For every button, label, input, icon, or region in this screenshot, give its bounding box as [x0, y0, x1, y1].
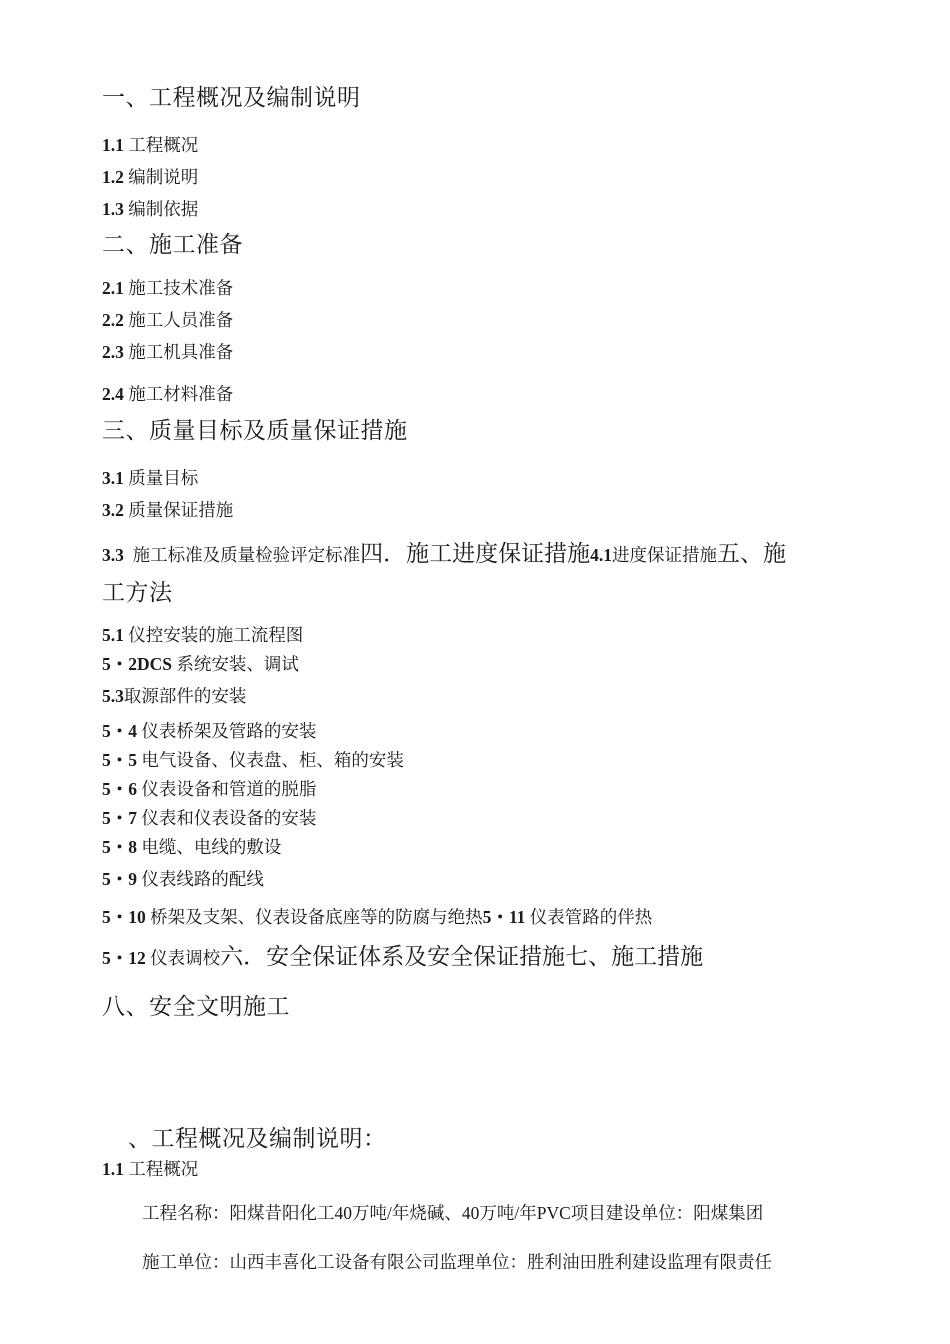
- body-paragraph-1: 工程名称：阳煤昔阳化工40万吨/年烧碱、40万吨/年PVC项目建设单位：阳煤集团: [142, 1203, 764, 1223]
- body-heading-text: 、工程概况及编制说明：: [128, 1126, 387, 1151]
- toc-section-5-continued: [102, 581, 173, 604]
- toc-item-number: 2.3: [102, 342, 124, 362]
- toc-section-2: [102, 233, 243, 256]
- toc-item-5-9: [102, 871, 264, 889]
- toc-item-label: 进度保证措施: [612, 545, 717, 565]
- toc-item-number: 5・11: [482, 907, 526, 927]
- toc-item-label: 仪控安装的施工流程图: [128, 625, 304, 645]
- toc-item-5-6: [102, 781, 316, 799]
- toc-section-2-title: 二、施工准备: [102, 232, 243, 257]
- toc-item-2-4: [102, 386, 233, 404]
- toc-item-label: 工程概况: [128, 135, 199, 155]
- toc-item-1-1: [102, 137, 198, 155]
- toc-section-1-title: 一、工程概况及编制说明: [102, 85, 361, 110]
- toc-item-number: 2.2: [102, 310, 124, 330]
- toc-section-5-title: 五、施: [717, 541, 786, 566]
- toc-item-number: 3.3: [102, 545, 124, 565]
- toc-run-on-line-3-3: [102, 542, 786, 565]
- toc-item-5-2: [102, 656, 299, 674]
- toc-item-5-3: [102, 688, 246, 706]
- toc-item-5-5: [102, 752, 404, 770]
- toc-section-6-title: 六．安全保证体系及安全保证措施: [220, 944, 566, 969]
- toc-section-1: [102, 86, 361, 109]
- toc-item-label: 电气设备、仪表盘、柜、箱的安装: [141, 750, 404, 770]
- toc-item-label: 质量保证措施: [128, 500, 234, 520]
- toc-item-number: 5.3: [102, 686, 124, 706]
- toc-item-label: 施工技术准备: [128, 278, 234, 298]
- toc-section-4-title: 四．施工进度保证措施: [360, 541, 591, 566]
- toc-item-number: 5・6: [102, 779, 137, 799]
- toc-item-5-8: [102, 839, 281, 857]
- toc-item-number: 2.1: [102, 278, 124, 298]
- toc-item-label: 仪表管路的伴热: [529, 907, 653, 927]
- toc-section-3-title: 三、质量目标及质量保证措施: [102, 418, 408, 443]
- toc-item-number: 1.1: [102, 135, 124, 155]
- body-paragraph-2: 施工单位：山西丰喜化工设备有限公司监理单位：胜利油田胜利建设监理有限责任: [142, 1252, 772, 1272]
- toc-section-3: [102, 419, 408, 442]
- toc-item-label: 仪表设备和管道的脱脂: [141, 779, 317, 799]
- toc-item-label: 质量目标: [128, 468, 199, 488]
- toc-item-2-2: [102, 312, 233, 330]
- toc-item-number: 4.1: [590, 545, 612, 565]
- body-subheading-label: 工程概况: [128, 1159, 199, 1179]
- toc-item-2-3: [102, 344, 233, 362]
- toc-item-3-1: [102, 470, 198, 488]
- toc-item-label: 取源部件的安装: [123, 686, 247, 706]
- toc-item-number: 5・7: [102, 808, 137, 828]
- toc-section-8: [102, 995, 290, 1018]
- toc-item-label: 系统安装、调试: [176, 654, 299, 674]
- toc-item-number: 1.2: [102, 167, 124, 187]
- toc-item-label: 编制依据: [128, 199, 199, 219]
- toc-item-label: 仪表桥架及管路的安装: [141, 721, 317, 741]
- toc-section-8-title: 八、安全文明施工: [102, 994, 290, 1019]
- toc-item-number: 5・5: [102, 750, 137, 770]
- toc-item-number: 5・9: [102, 869, 137, 889]
- toc-item-1-3: [102, 201, 198, 219]
- toc-item-label: 施工标准及质量检验评定标准: [132, 545, 361, 565]
- body-heading: [128, 1127, 387, 1150]
- toc-item-number: 5・12: [102, 948, 146, 968]
- toc-item-label: 电缆、电线的敷设: [141, 837, 282, 857]
- toc-item-5-1: [102, 627, 303, 645]
- toc-item-number: 5.1: [102, 625, 124, 645]
- toc-item-number: 5・4: [102, 721, 137, 741]
- toc-section-7-title: 七、施工措施: [565, 944, 704, 969]
- toc-item-label: 仪表线路的配线: [141, 869, 264, 889]
- toc-item-label: 编制说明: [128, 167, 199, 187]
- toc-item-number: 1.3: [102, 199, 124, 219]
- toc-item-number: 3.1: [102, 468, 124, 488]
- toc-item-label: 施工人员准备: [128, 310, 234, 330]
- toc-item-label: 仪表调校: [150, 948, 221, 968]
- body-subheading-number: 1.1: [102, 1159, 124, 1179]
- toc-item-5-7: [102, 810, 316, 828]
- toc-item-number: 2.4: [102, 384, 124, 404]
- toc-item-3-2: [102, 502, 233, 520]
- toc-item-number: 5・2DCS: [102, 654, 173, 674]
- toc-item-label: 施工机具准备: [128, 342, 234, 362]
- toc-item-number: 5・8: [102, 837, 137, 857]
- toc-item-5-4: [102, 723, 316, 741]
- toc-item-1-2: [102, 169, 198, 187]
- body-subheading-1-1: [102, 1161, 198, 1179]
- toc-section-5-title-continued: 工方法: [102, 580, 173, 605]
- toc-item-number: 5・10: [102, 907, 146, 927]
- toc-run-on-line-5-10: [102, 909, 652, 927]
- toc-item-label: 施工材料准备: [128, 384, 234, 404]
- toc-item-number: 3.2: [102, 500, 124, 520]
- toc-item-2-1: [102, 280, 233, 298]
- toc-item-label: 桥架及支架、仪表设备底座等的防腐与绝热: [150, 907, 483, 927]
- toc-item-label: 仪表和仪表设备的安装: [141, 808, 317, 828]
- toc-run-on-line-5-12: [102, 945, 703, 968]
